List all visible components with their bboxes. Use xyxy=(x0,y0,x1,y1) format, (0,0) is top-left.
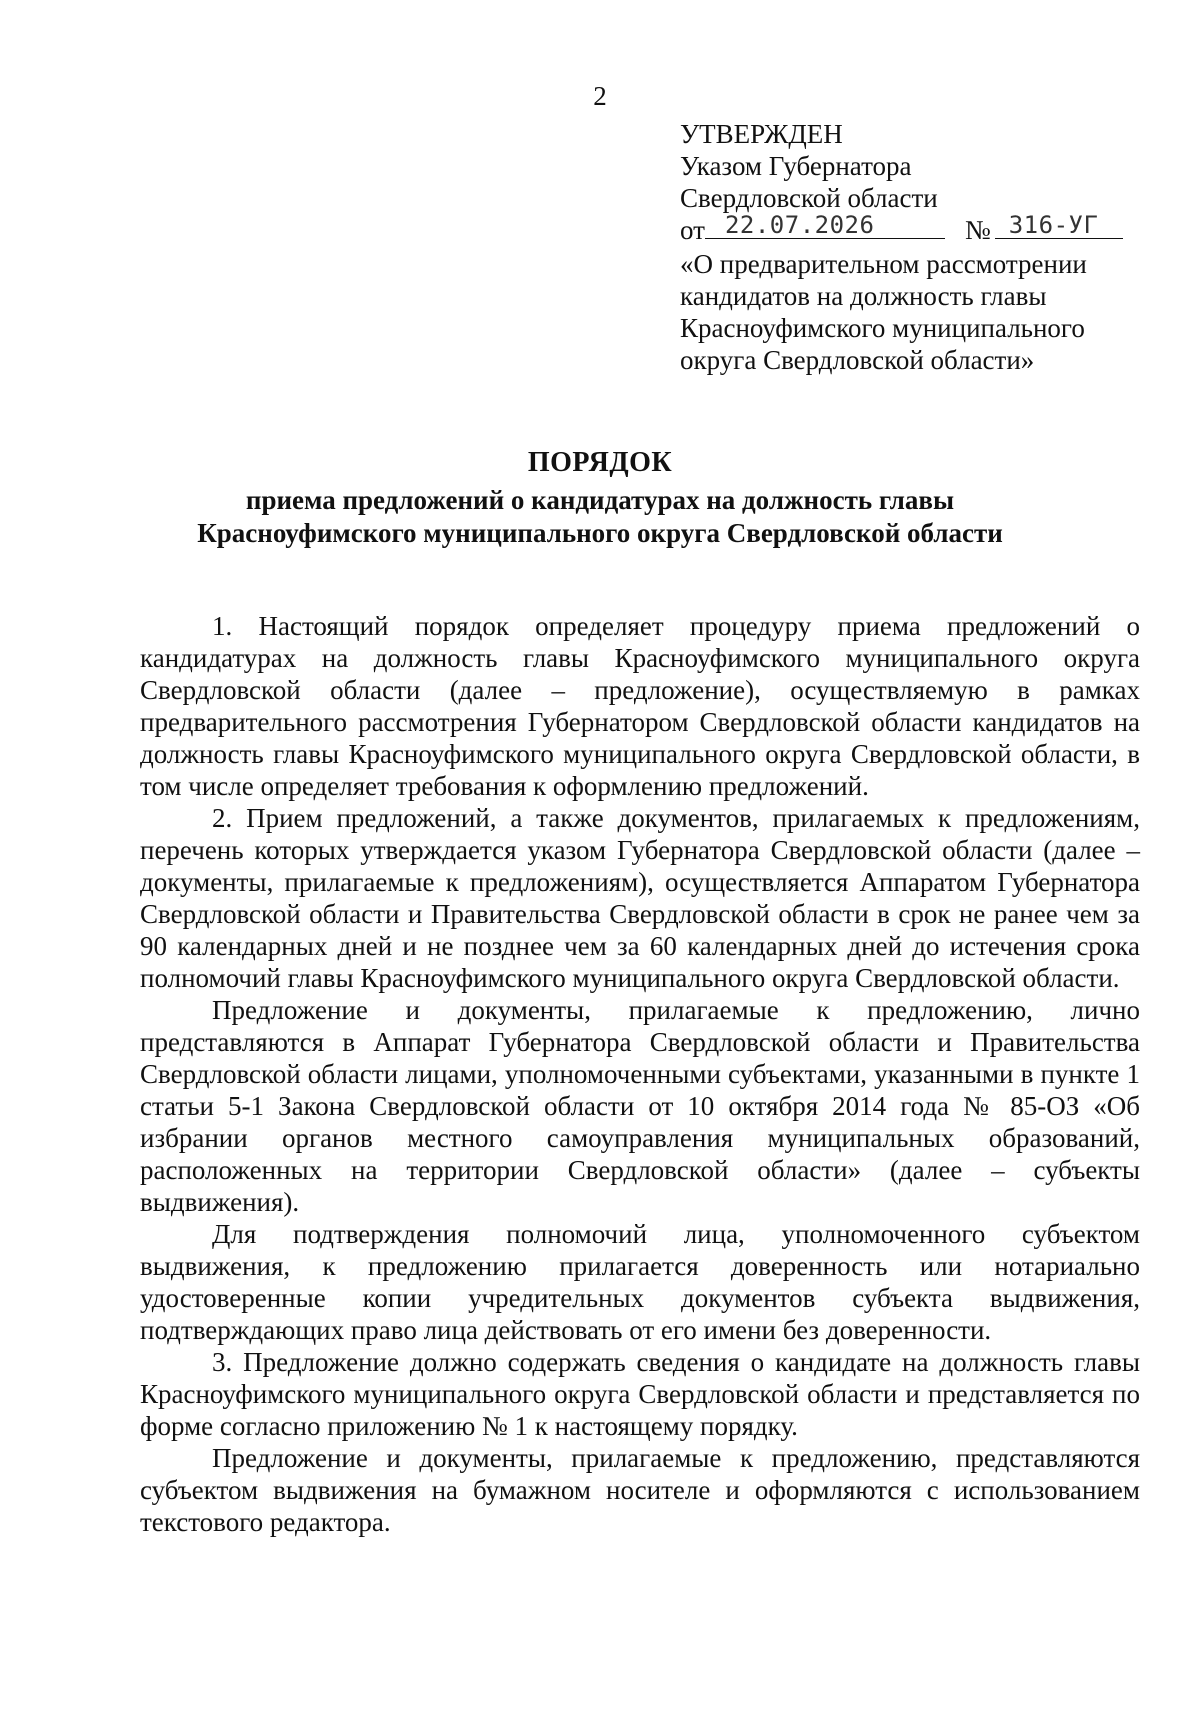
paragraph-6: Предложение и документы, прилагаемые к предложению, представляются субъектом выдвижения на бумажном носителе и оформляются с использованием текстового редактора. xyxy=(140,1443,1140,1537)
paragraph-5: 3. Предложение должно содержать сведения о кандидате на должность главы Красноуфимского муниципального округа Свердловской области и представляется по форме согласно приложению № 1 к настоящему порядку. xyxy=(140,1347,1140,1441)
document-body xyxy=(140,610,1140,1538)
approval-stamp xyxy=(680,118,1150,376)
paragraph-3: Предложение и документы, прилагаемые к предложению, лично представляются в Аппарат Губернатора Свердловской области и Правительства Свердловской области лицами, уполномоченными субъектами, указанными в пункте 1 статьи 5-1 Закона Свердловской области от 10 октября 2014 года № 85-ОЗ «Об избрании органов местного самоуправления муниципальных образований, расположенных на территории Свердловской области» (далее – субъекты выдвижения). xyxy=(140,995,1140,1217)
number-field xyxy=(995,211,1123,239)
approval-subject-line-3: Красноуфимского муниципального xyxy=(680,313,1085,343)
approval-date-number-line xyxy=(680,211,1150,246)
document-subtitle xyxy=(0,484,1200,550)
approval-decree-line: Указом Губернатора xyxy=(680,151,912,181)
approval-subject-line-1: «О предварительном рассмотрении xyxy=(680,249,1087,279)
paragraph-4: Для подтверждения полномочий лица, уполномоченного субъектом выдвижения, к предложению прилагается доверенность или нотариально удостоверенные копии учредительных документов субъекта выдвижения, подтверждающих право лица действовать от его имени без доверенности. xyxy=(140,1219,1140,1345)
number-value: 316-УГ xyxy=(1008,211,1099,239)
approval-subject-line-2: кандидатов на должность главы xyxy=(680,281,1047,311)
page-number: 2 xyxy=(593,81,607,111)
date-value: 22.07.2026 xyxy=(724,211,875,239)
approval-subject-line-4: округа Свердловской области» xyxy=(680,345,1035,375)
document-heading xyxy=(0,446,1200,550)
date-field xyxy=(705,211,945,239)
document-subtitle-line-1: приема предложений о кандидатурах на должность главы xyxy=(245,485,955,515)
paragraph-2: 2. Прием предложений, а также документов, прилагаемых к предложениям, перечень которых утверждается указом Губернатора Свердловской области (далее – документы, прилагаемые к предложениям), осуществляется Аппаратом Губернатора Свердловской области и Правительства Свердловской области в срок не ранее чем за 90 календарных дней и не позднее чем за 60 календарных дней до истечения срока полномочий главы Красноуфимского муниципального округа Свердловской области. xyxy=(140,803,1140,993)
number-prefix: № xyxy=(964,215,991,245)
date-prefix: от xyxy=(680,215,705,245)
document-subtitle-line-2: Красноуфимского муниципального округа Свердловской области xyxy=(197,518,1003,548)
document-title: ПОРЯДОК xyxy=(527,447,673,478)
approval-region-line: Свердловской области xyxy=(680,183,938,213)
paragraph-1: 1. Настоящий порядок определяет процедуру приема предложений о кандидатурах на должность главы Красноуфимского муниципального округа Свердловской области (далее – предложение), осуществляемую в рамках предварительного рассмотрения Губернатором Свердловской области кандидатов на должность главы Красноуфимского муниципального округа Свердловской области, в том числе определяет требования к оформлению предложений. xyxy=(140,611,1140,801)
approval-status: УТВЕРЖДЕН xyxy=(680,119,843,149)
